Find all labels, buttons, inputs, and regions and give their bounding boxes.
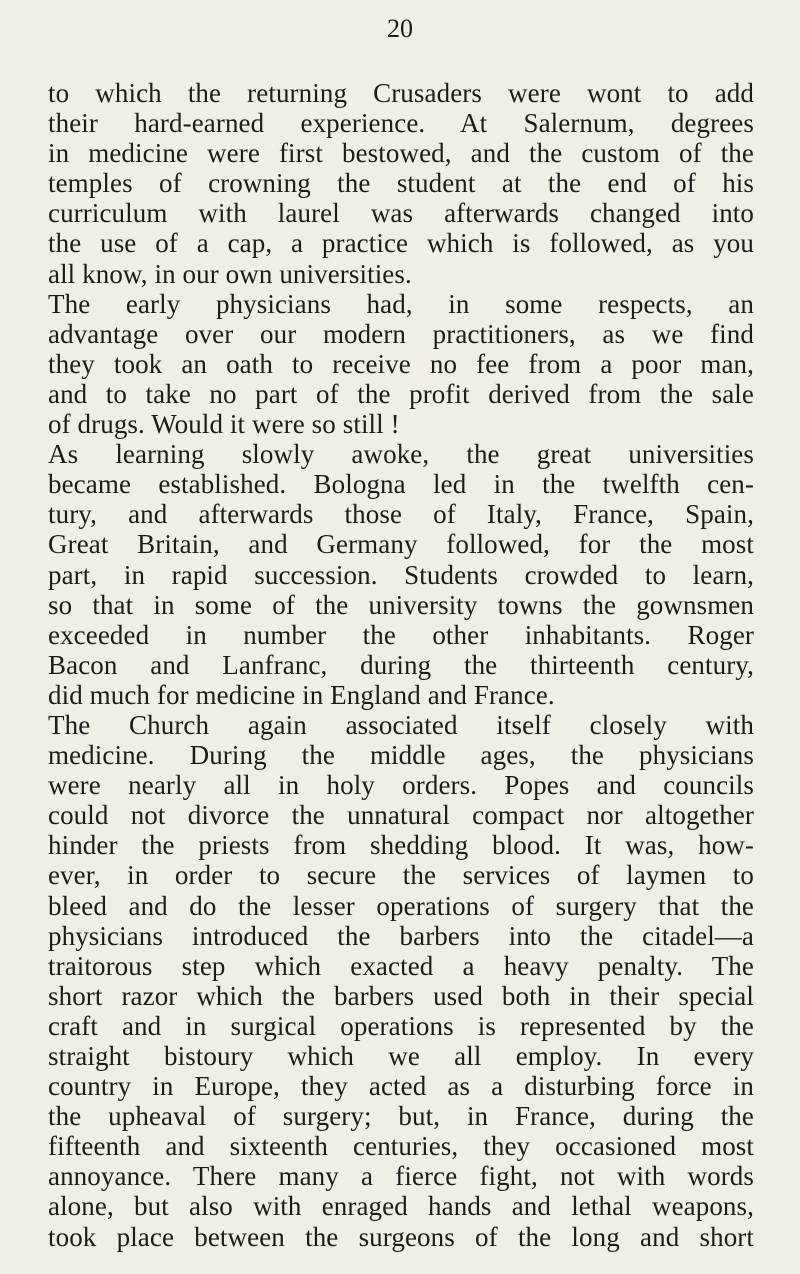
text-line: Bacon and Lanfranc, during the thirteenth century, <box>48 649 754 680</box>
text-line: craft and in surgical operations is represented by the <box>48 1010 754 1041</box>
text-line: hinder the priests from shedding blood. It was, how- <box>48 830 754 861</box>
text-line: physicians introduced the barbers into the citadel—a <box>48 920 754 951</box>
text-line: exceeded in number the other inhabitants. Roger <box>48 619 754 650</box>
text-line: ever, in order to secure the services of laymen to <box>48 860 754 891</box>
text-line: were nearly all in holy orders. Popes and councils <box>48 770 754 801</box>
text-line: bleed and do the lesser operations of surgery that the <box>48 890 754 921</box>
text-line: tury, and afterwards those of Italy, France, Spain, <box>48 499 754 530</box>
text-line: annoyance. There many a fierce fight, not with words <box>48 1161 754 1192</box>
text-line: their hard-earned experience. At Salernum, degrees <box>48 108 754 139</box>
text-line: the use of a cap, a practice which is followed, as you <box>48 228 754 259</box>
text-line: they took an oath to receive no fee from a poor man, <box>48 348 754 379</box>
text-line: so that in some of the university towns the gownsmen <box>48 589 754 620</box>
text-line: to which the returning Crusaders were wont to add <box>48 78 754 108</box>
text-line: straight bistoury which we all employ. In every <box>48 1041 754 1071</box>
text-line: fifteenth and sixteenth centuries, they occasioned most <box>48 1131 754 1162</box>
text-line: and to take no part of the profit derived from the sale <box>48 378 754 409</box>
text-line: The Church again associated itself closely with <box>48 709 754 740</box>
text-line: As learning slowly awoke, the great universities <box>48 439 754 470</box>
text-line: curriculum with laurel was afterwards changed into <box>48 198 754 229</box>
text-line: advantage over our modern practitioners, as we find <box>48 318 754 349</box>
text-line: The early physicians had, in some respects, an <box>48 288 754 319</box>
text-line: the upheaval of surgery; but, in France, during the <box>48 1101 754 1132</box>
text-line: part, in rapid succession. Students crowded to learn, <box>48 559 754 590</box>
text-line: country in Europe, they acted as a disturbing force in <box>48 1071 754 1102</box>
text-line: in medicine were first bestowed, and the custom of the <box>48 138 754 169</box>
text-line: traitorous step which exacted a heavy penalty. The <box>48 950 754 981</box>
text-line: took place between the surgeons of the long and short <box>48 1221 754 1252</box>
text-line: of drugs. Would it were so still ! <box>48 409 400 440</box>
text-line: alone, but also with enraged hands and lethal weapons, <box>48 1191 754 1222</box>
page-body-text <box>48 78 754 1252</box>
text-line: all know, in our own universities. <box>48 258 412 289</box>
text-line: became established. Bologna led in the twelfth cen- <box>48 469 754 500</box>
page-number: 20 <box>387 14 413 43</box>
text-line: could not divorce the unnatural compact nor altogether <box>48 800 754 831</box>
text-line: did much for medicine in England and France. <box>48 679 555 710</box>
text-line: temples of crowning the student at the end of his <box>48 168 754 199</box>
text-line: short razor which the barbers used both in their special <box>48 980 754 1011</box>
text-line: medicine. During the middle ages, the physicians <box>48 740 754 771</box>
text-line: Great Britain, and Germany followed, for the most <box>48 529 754 560</box>
